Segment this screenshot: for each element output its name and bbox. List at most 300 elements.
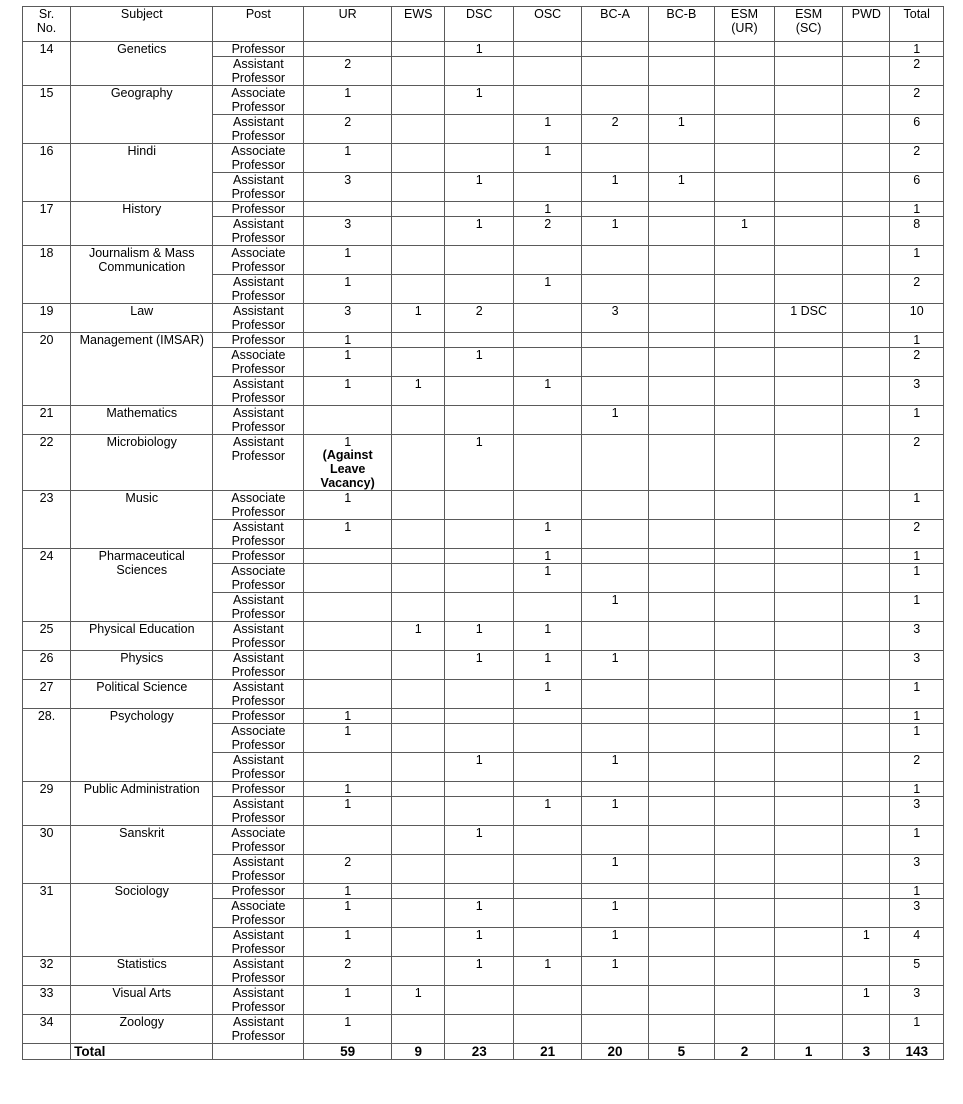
row-post — [213, 435, 304, 491]
cell-bcb — [648, 42, 714, 57]
cell-bcb — [648, 622, 714, 651]
table-row — [23, 826, 944, 855]
cell-dsc — [445, 1015, 513, 1044]
cell-osc — [513, 246, 581, 275]
row-post — [213, 826, 304, 855]
cell-esmur — [715, 202, 775, 217]
cell-ur: 2 — [304, 957, 392, 986]
cell-total: 1 — [890, 884, 944, 899]
cell-esmsc — [774, 173, 842, 202]
cell-esmur — [715, 348, 775, 377]
cell-ews — [392, 246, 445, 275]
cell-bcb — [648, 680, 714, 709]
cell-ews: 1 — [392, 986, 445, 1015]
row-post-line-1: Assistant — [232, 115, 284, 129]
cell-ews — [392, 753, 445, 782]
row-subject: Political Science — [71, 680, 213, 709]
row-post-line-1: Assistant — [232, 651, 284, 666]
cell-dsc — [445, 564, 513, 593]
row-post: Professor — [213, 709, 304, 724]
cell-ur — [304, 593, 392, 622]
cell-pwd: 1 — [843, 928, 890, 957]
cell-ews — [392, 928, 445, 957]
cell-total: 8 — [890, 217, 944, 246]
row-post-line-2: Professor — [231, 420, 286, 434]
cell-ews — [392, 855, 445, 884]
cell-esmsc — [774, 377, 842, 406]
cell-esmsc — [774, 57, 842, 86]
cell-ur — [304, 549, 392, 564]
row-post-line-2: Professor — [231, 1000, 286, 1015]
cell-total: 1 — [890, 406, 944, 435]
row-subject: Pharmaceutical Sciences — [71, 549, 213, 622]
row-post-line-1: Assistant — [232, 275, 284, 289]
cell-ews: 1 — [392, 377, 445, 406]
cell-esmsc — [774, 246, 842, 275]
total-cell-osc: 21 — [513, 1044, 581, 1060]
cell-pwd — [843, 115, 890, 144]
row-post-line-1: Assistant — [232, 435, 284, 449]
cell-total: 2 — [890, 435, 944, 491]
row-post — [213, 928, 304, 957]
cell-bcb — [648, 957, 714, 986]
cell-osc: 1 — [513, 564, 581, 593]
cell-osc: 1 — [513, 797, 581, 826]
row-serial-number: 27 — [23, 680, 71, 709]
cell-ur: 1 — [304, 709, 392, 724]
row-post — [213, 246, 304, 275]
cell-ur: 1 — [304, 348, 392, 377]
cell-pwd — [843, 855, 890, 884]
cell-total: 1 — [890, 491, 944, 520]
cell-ews — [392, 826, 445, 855]
row-post — [213, 377, 304, 406]
row-post-line-2: Professor — [231, 869, 286, 884]
cell-esmsc — [774, 86, 842, 115]
row-post-line-2: Professor — [231, 534, 286, 549]
cell-pwd — [843, 491, 890, 520]
row-subject: Statistics — [71, 957, 213, 986]
row-serial-number: 22 — [23, 435, 71, 491]
cell-osc: 2 — [513, 217, 581, 246]
row-subject: Music — [71, 491, 213, 549]
cell-ur — [304, 680, 392, 709]
row-post-line-2: Professor — [231, 607, 286, 622]
cell-ur: 1 — [304, 986, 392, 1015]
cell-bcb — [648, 724, 714, 753]
row-post-line-2: Professor — [231, 100, 286, 114]
row-post-line-1: Assistant — [232, 1015, 284, 1030]
cell-bca: 3 — [582, 304, 648, 333]
row-post-line-1: Associate — [231, 86, 286, 100]
cell-esmur — [715, 144, 775, 173]
column-header-sr — [23, 7, 71, 42]
cell-esmsc — [774, 986, 842, 1015]
cell-bcb — [648, 549, 714, 564]
row-post — [213, 986, 304, 1015]
cell-bca — [582, 986, 648, 1015]
cell-total: 1 — [890, 549, 944, 564]
cell-esmur — [715, 826, 775, 855]
cell-dsc: 1 — [445, 42, 513, 57]
row-post — [213, 1015, 304, 1044]
cell-bca — [582, 782, 648, 797]
total-cell-esmsc: 1 — [774, 1044, 842, 1060]
cell-dsc: 1 — [445, 899, 513, 928]
cell-esmsc — [774, 435, 842, 491]
cell-bcb — [648, 406, 714, 435]
cell-bca — [582, 826, 648, 855]
cell-osc — [513, 884, 581, 899]
cell-osc: 1 — [513, 520, 581, 549]
cell-pwd — [843, 797, 890, 826]
cell-pwd — [843, 826, 890, 855]
cell-ur: 1 — [304, 377, 392, 406]
cell-esmsc — [774, 593, 842, 622]
cell-bca — [582, 377, 648, 406]
cell-osc — [513, 333, 581, 348]
cell-ews: 1 — [392, 304, 445, 333]
cell-pwd — [843, 1015, 890, 1044]
row-post-line-1: Associate — [231, 246, 286, 260]
row-post — [213, 57, 304, 86]
cell-total: 1 — [890, 1015, 944, 1044]
cell-osc — [513, 753, 581, 782]
row-post-line-2: Professor — [231, 71, 286, 85]
cell-ews — [392, 899, 445, 928]
cell-dsc: 1 — [445, 753, 513, 782]
column-header-esmsc-line-1: ESM — [795, 7, 823, 21]
cell-ews — [392, 435, 445, 491]
cell-osc: 1 — [513, 377, 581, 406]
cell-esmur — [715, 593, 775, 622]
cell-bcb — [648, 377, 714, 406]
cell-bca — [582, 202, 648, 217]
cell-esmur — [715, 246, 775, 275]
cell-bcb — [648, 1015, 714, 1044]
cell-osc — [513, 826, 581, 855]
total-cell-bca: 20 — [582, 1044, 648, 1060]
cell-dsc — [445, 202, 513, 217]
cell-dsc: 1 — [445, 928, 513, 957]
cell-esmur — [715, 491, 775, 520]
row-serial-number: 24 — [23, 549, 71, 622]
cell-bca — [582, 42, 648, 57]
cell-esmur — [715, 115, 775, 144]
cell-dsc: 1 — [445, 622, 513, 651]
cell-total: 2 — [890, 57, 944, 86]
cell-esmur — [715, 709, 775, 724]
row-post: Professor — [213, 202, 304, 217]
row-post — [213, 724, 304, 753]
row-subject: Microbiology — [71, 435, 213, 491]
cell-total: 1 — [890, 42, 944, 57]
cell-esmsc — [774, 680, 842, 709]
cell-bca — [582, 724, 648, 753]
table-row — [23, 491, 944, 520]
cell-bcb — [648, 564, 714, 593]
cell-bca: 1 — [582, 651, 648, 680]
row-serial-number: 21 — [23, 406, 71, 435]
cell-dsc — [445, 782, 513, 797]
row-post: Professor — [213, 549, 304, 564]
cell-esmur — [715, 173, 775, 202]
row-post-line-1: Associate — [231, 899, 286, 914]
cell-pwd — [843, 884, 890, 899]
row-post-line-2: Professor — [231, 636, 286, 651]
row-post-line-1: Associate — [231, 491, 286, 506]
cell-dsc — [445, 724, 513, 753]
row-post-line-2: Professor — [231, 289, 286, 303]
row-post-line-2: Professor — [231, 231, 286, 245]
table-row — [23, 651, 944, 680]
cell-dsc: 1 — [445, 826, 513, 855]
cell-bcb — [648, 651, 714, 680]
cell-total: 3 — [890, 622, 944, 651]
table-row — [23, 246, 944, 275]
cell-bca: 1 — [582, 928, 648, 957]
column-header-pwd: PWD — [843, 7, 890, 42]
table-row — [23, 680, 944, 709]
cell-ur: 1 — [304, 782, 392, 797]
cell-ur: 1 — [304, 246, 392, 275]
cell-bca — [582, 564, 648, 593]
cell-esmur — [715, 899, 775, 928]
cell-ur: 3 — [304, 304, 392, 333]
cell-bcb — [648, 753, 714, 782]
cell-ur: 1 — [304, 275, 392, 304]
cell-esmur — [715, 564, 775, 593]
row-post: Professor — [213, 42, 304, 57]
cell-total: 5 — [890, 957, 944, 986]
cell-total: 1 — [890, 724, 944, 753]
total-cell-total: 143 — [890, 1044, 944, 1060]
table-row — [23, 884, 944, 899]
cell-bcb — [648, 275, 714, 304]
cell-dsc — [445, 406, 513, 435]
row-serial-number: 15 — [23, 86, 71, 144]
cell-esmsc — [774, 928, 842, 957]
row-post: Professor — [213, 333, 304, 348]
cell-ews — [392, 491, 445, 520]
row-post-line-1: Assistant — [232, 957, 284, 972]
row-post — [213, 593, 304, 622]
row-post-line-1: Assistant — [232, 928, 284, 943]
cell-ews — [392, 406, 445, 435]
cell-ews — [392, 549, 445, 564]
row-subject: Geography — [71, 86, 213, 144]
cell-pwd — [843, 593, 890, 622]
cell-bcb: 1 — [648, 115, 714, 144]
cell-esmsc — [774, 855, 842, 884]
row-post-line-1: Assistant — [232, 304, 284, 318]
cell-bcb — [648, 86, 714, 115]
cell-bcb — [648, 782, 714, 797]
row-serial-number: 32 — [23, 957, 71, 986]
cell-osc: 1 — [513, 622, 581, 651]
cell-osc: 1 — [513, 680, 581, 709]
cell-esmsc — [774, 899, 842, 928]
row-serial-number: 26 — [23, 651, 71, 680]
cell-esmsc — [774, 1015, 842, 1044]
cell-esmur — [715, 986, 775, 1015]
row-subject: Physical Education — [71, 622, 213, 651]
cell-esmsc — [774, 797, 842, 826]
cell-bcb — [648, 826, 714, 855]
cell-total: 1 — [890, 680, 944, 709]
cell-osc — [513, 57, 581, 86]
cell-esmur — [715, 435, 775, 491]
row-subject: Physics — [71, 651, 213, 680]
cell-pwd — [843, 709, 890, 724]
cell-dsc — [445, 115, 513, 144]
cell-esmsc — [774, 42, 842, 57]
row-post-line-2: Professor — [231, 694, 286, 709]
cell-bca: 1 — [582, 753, 648, 782]
cell-dsc — [445, 593, 513, 622]
cell-ews — [392, 709, 445, 724]
cell-esmur — [715, 797, 775, 826]
cell-esmur — [715, 622, 775, 651]
cell-osc — [513, 593, 581, 622]
column-header-ews: EWS — [392, 7, 445, 42]
cell-dsc — [445, 884, 513, 899]
row-post — [213, 855, 304, 884]
cell-ews — [392, 275, 445, 304]
cell-bcb — [648, 57, 714, 86]
cell-bcb — [648, 899, 714, 928]
cell-osc — [513, 709, 581, 724]
cell-esmur — [715, 304, 775, 333]
cell-pwd — [843, 275, 890, 304]
cell-bca — [582, 491, 648, 520]
cell-bcb — [648, 593, 714, 622]
row-subject: History — [71, 202, 213, 246]
cell-pwd — [843, 173, 890, 202]
cell-bca — [582, 709, 648, 724]
row-post-line-2: Professor — [231, 767, 286, 782]
row-post — [213, 899, 304, 928]
cell-pwd — [843, 680, 890, 709]
cell-total: 4 — [890, 928, 944, 957]
cell-pwd — [843, 57, 890, 86]
row-serial-number: 29 — [23, 782, 71, 826]
row-serial-number: 34 — [23, 1015, 71, 1044]
cell-ur — [304, 826, 392, 855]
cell-esmur — [715, 724, 775, 753]
cell-esmur — [715, 42, 775, 57]
cell-bcb — [648, 435, 714, 491]
cell-esmsc — [774, 217, 842, 246]
row-post-line-1: Assistant — [232, 377, 284, 391]
cell-esmsc — [774, 564, 842, 593]
cell-bca — [582, 549, 648, 564]
cell-pwd — [843, 564, 890, 593]
cell-pwd — [843, 435, 890, 491]
row-post-line-2: Professor — [231, 260, 286, 274]
cell-pwd — [843, 957, 890, 986]
cell-pwd — [843, 724, 890, 753]
column-header-esmsc-line-2: (SC) — [795, 21, 822, 35]
cell-esmsc: 1 DSC — [774, 304, 842, 333]
table-row — [23, 406, 944, 435]
row-post-line-2: Professor — [231, 1029, 286, 1044]
cell-osc: 1 — [513, 651, 581, 680]
cell-esmur — [715, 333, 775, 348]
row-post-line-2: Professor — [231, 971, 286, 986]
cell-osc — [513, 1015, 581, 1044]
cell-esmur — [715, 377, 775, 406]
cell-ews — [392, 782, 445, 797]
cell-total: 1 — [890, 333, 944, 348]
table-row — [23, 957, 944, 986]
row-post-line-1: Assistant — [232, 593, 284, 608]
cell-dsc — [445, 855, 513, 884]
row-serial-number: 28. — [23, 709, 71, 782]
cell-bca: 1 — [582, 797, 648, 826]
cell-ur: 1 — [304, 86, 392, 115]
cell-esmsc — [774, 406, 842, 435]
row-post-line-1: Assistant — [232, 753, 284, 768]
column-header-ur: UR — [304, 7, 392, 42]
row-serial-number: 23 — [23, 491, 71, 549]
table-row — [23, 986, 944, 1015]
row-post — [213, 304, 304, 333]
cell-bca: 1 — [582, 173, 648, 202]
column-header-osc: OSC — [513, 7, 581, 42]
cell-total: 1 — [890, 826, 944, 855]
row-post-line-1: Associate — [231, 348, 286, 362]
cell-bca — [582, 435, 648, 491]
cell-total: 1 — [890, 593, 944, 622]
cell-esmur — [715, 928, 775, 957]
row-post-line-1: Associate — [231, 564, 286, 579]
column-header-esmur-line-1: ESM — [730, 7, 758, 21]
row-post: Professor — [213, 782, 304, 797]
cell-esmur — [715, 753, 775, 782]
row-post — [213, 651, 304, 680]
cell-dsc: 1 — [445, 435, 513, 491]
cell-dsc — [445, 333, 513, 348]
row-post-line-1: Assistant — [232, 855, 284, 870]
cell-ews — [392, 724, 445, 753]
cell-bcb — [648, 986, 714, 1015]
cell-ews — [392, 86, 445, 115]
cell-esmsc — [774, 275, 842, 304]
cell-dsc — [445, 986, 513, 1015]
row-subject: Mathematics — [71, 406, 213, 435]
cell-dsc — [445, 144, 513, 173]
cell-esmsc — [774, 333, 842, 348]
cell-esmur — [715, 782, 775, 797]
cell-total: 1 — [890, 709, 944, 724]
cell-bca: 1 — [582, 406, 648, 435]
cell-bcb — [648, 144, 714, 173]
row-serial-number: 20 — [23, 333, 71, 406]
cell-esmsc — [774, 144, 842, 173]
row-post — [213, 173, 304, 202]
cell-dsc — [445, 275, 513, 304]
cell-dsc — [445, 57, 513, 86]
cell-osc — [513, 42, 581, 57]
cell-osc — [513, 899, 581, 928]
cell-ur: 1 — [304, 899, 392, 928]
cell-dsc — [445, 246, 513, 275]
cell-esmsc — [774, 622, 842, 651]
row-post-line-2: Professor — [231, 665, 286, 680]
cell-dsc — [445, 377, 513, 406]
column-header-esmur-line-2: (UR) — [731, 21, 758, 35]
